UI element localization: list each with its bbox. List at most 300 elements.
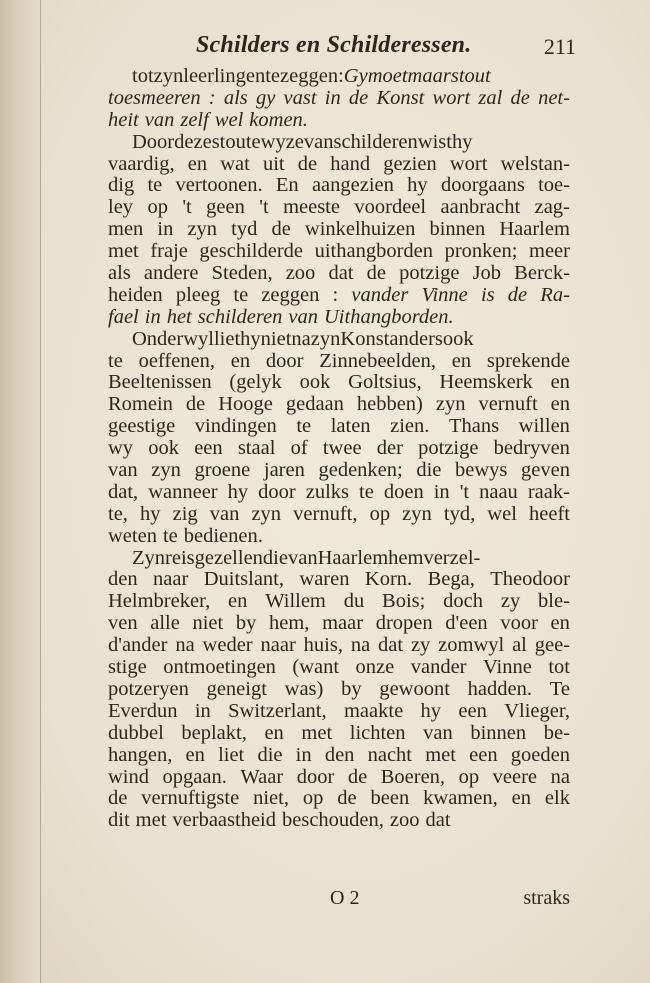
word: na (550, 766, 570, 788)
word: na (175, 635, 195, 657)
word: zomwyl (438, 635, 505, 657)
word: beschouden, (282, 810, 384, 832)
word: te (265, 66, 281, 87)
word: winkelhuizen (304, 219, 416, 241)
word: : (208, 87, 216, 109)
word: raak- (527, 481, 570, 503)
word: (want (292, 657, 340, 679)
word: Konst (376, 87, 425, 109)
word: Berck- (514, 263, 570, 285)
page-header (196, 28, 576, 64)
word: hebben) (356, 394, 423, 416)
word: een (458, 700, 487, 722)
word: potzige (418, 438, 479, 460)
word: hy (140, 503, 161, 525)
word: niet (192, 613, 224, 635)
word: gezien (383, 153, 437, 175)
word: hy (420, 700, 442, 722)
text-line (108, 88, 570, 110)
word: te (233, 284, 249, 306)
word: en (187, 153, 208, 175)
word: hy (407, 175, 428, 197)
word: in (194, 700, 211, 722)
word: hem, (269, 613, 310, 635)
word: te (296, 416, 312, 438)
word: staal (237, 438, 276, 460)
word: de (347, 766, 368, 788)
text-line (108, 679, 570, 701)
word: liet (218, 744, 245, 766)
word: men (108, 219, 144, 241)
word: stoute (211, 131, 261, 153)
word: huis, (303, 635, 343, 657)
word: in (157, 219, 174, 241)
word: Ra- (540, 284, 570, 306)
word: met (108, 241, 139, 263)
word: ook (299, 372, 331, 394)
word: sprekende (486, 350, 570, 372)
word: en (550, 372, 570, 394)
word: een (469, 744, 498, 766)
word: zyn (151, 460, 181, 482)
catchword: straks (523, 887, 570, 909)
text-line (108, 526, 570, 548)
word: en (550, 613, 570, 635)
word: Helmbreker, (108, 591, 211, 613)
text-line (108, 460, 570, 482)
word: ontmoetingen (163, 657, 276, 679)
word: vander (351, 284, 409, 306)
word: tot (548, 657, 570, 679)
word: vander (410, 657, 467, 679)
word: groene (194, 460, 251, 482)
word: zien. (390, 416, 430, 438)
word: reisgezellen (165, 547, 263, 569)
text-line (108, 307, 570, 329)
word: gedaan (285, 394, 344, 416)
word: verzel- (423, 547, 481, 569)
word: maar (407, 66, 451, 87)
word: fael (108, 306, 139, 328)
word: anders (389, 328, 443, 350)
word: Vinne (421, 284, 468, 306)
word: en (451, 350, 472, 372)
word: op (458, 766, 480, 788)
word: Willem (265, 591, 326, 613)
word: de (108, 788, 128, 810)
word: zulks (305, 481, 350, 503)
word: al (512, 635, 527, 657)
word: heit (108, 109, 139, 131)
word: den (108, 569, 138, 591)
text-line (108, 635, 570, 657)
text-line (108, 569, 570, 591)
word: aanbracht (440, 197, 521, 219)
word: toesmeeren (108, 87, 201, 109)
word: d'ander (108, 635, 168, 657)
word: leerlingen (183, 66, 266, 87)
word: Vlieger, (504, 700, 570, 722)
word: 't (182, 197, 192, 219)
word: Bega, (427, 569, 475, 591)
word: zyn (310, 328, 341, 350)
word: andere (143, 263, 199, 285)
word: Steden, (211, 263, 273, 285)
text-line (108, 154, 570, 176)
word: ook (148, 438, 179, 460)
word: vast (283, 87, 317, 109)
word: met (425, 744, 456, 766)
text-line (108, 767, 570, 789)
word: vernuftigste (141, 788, 240, 810)
word: de (507, 284, 528, 306)
word: bedryven (493, 438, 570, 460)
word: dropen (375, 613, 433, 635)
word: dat, (108, 481, 139, 503)
word: zyn (435, 394, 466, 416)
word: na (350, 635, 371, 657)
word: wel (487, 503, 517, 525)
word: zoo (389, 810, 420, 832)
word: potzeryen (108, 678, 189, 700)
word: wind (108, 766, 149, 788)
word: vindingen (194, 416, 277, 438)
word: du (343, 591, 365, 613)
word: toe- (538, 175, 570, 197)
word: in (433, 481, 450, 503)
word: en (185, 744, 205, 766)
word: de (337, 788, 357, 810)
word: die (416, 460, 442, 482)
word: onze (355, 657, 395, 679)
word: gy (255, 87, 276, 109)
word: verbaastheid (172, 810, 276, 832)
word: te, (108, 503, 128, 525)
word: by (235, 613, 257, 635)
word: en (511, 788, 531, 810)
word: door (296, 766, 335, 788)
word: van (108, 460, 138, 482)
word: was) (284, 678, 324, 700)
signature-mark: O 2 (330, 887, 360, 909)
page-number: 211 (543, 34, 576, 59)
word: geven (521, 460, 570, 482)
word: zy (500, 591, 521, 613)
word: gee- (534, 635, 570, 657)
word: van (144, 109, 175, 131)
word: uithangborden (314, 241, 433, 263)
word: fraje (150, 241, 188, 263)
word: bewys (455, 460, 508, 482)
word: beplakt, (181, 722, 247, 744)
word: Korn. (364, 569, 413, 591)
word: den (324, 744, 355, 766)
word: zyn (153, 66, 184, 87)
word: Everdun (108, 700, 178, 722)
word: schilderen (333, 131, 418, 153)
word: weder (202, 635, 253, 657)
word: zoo (285, 263, 316, 285)
word: op (369, 503, 391, 525)
word: te (359, 481, 374, 503)
book-gutter (0, 0, 41, 983)
word: dat (378, 635, 404, 657)
word: van (288, 306, 318, 328)
word: dit (108, 810, 130, 832)
text-line (108, 613, 570, 635)
word: opgaan. (162, 766, 227, 788)
word: binnen (429, 219, 486, 241)
word: Gy (343, 66, 368, 87)
word: komen. (249, 109, 308, 131)
word: Duitslant, (203, 569, 284, 591)
word: voordeel (354, 197, 427, 219)
word: gewoont (379, 678, 450, 700)
word: als (108, 263, 131, 285)
word: ble- (538, 591, 570, 613)
text-line (108, 416, 570, 438)
word: in (324, 87, 341, 109)
word: de (297, 153, 318, 175)
word: hy (227, 481, 249, 503)
word: der (376, 438, 403, 460)
word: dig (108, 175, 135, 197)
word: Haarlem (317, 547, 389, 569)
word: Theodoor (490, 569, 570, 591)
word: naar (153, 569, 189, 591)
word: heeft (529, 503, 570, 525)
word: elk (544, 788, 570, 810)
word: en (228, 591, 248, 613)
word: Konst (340, 328, 390, 350)
word: En (275, 175, 299, 197)
word: dat (425, 810, 451, 832)
word: van (287, 547, 318, 569)
text-line (108, 810, 570, 832)
word: tyd, (443, 503, 476, 525)
word: geen (206, 197, 245, 219)
word: pleeg (175, 284, 221, 306)
word: Vinne (482, 657, 532, 679)
word: zag- (534, 197, 570, 219)
word: door (265, 350, 304, 372)
word: Waar (240, 766, 284, 788)
text-line (108, 482, 570, 504)
word: wat (220, 153, 250, 175)
word: doorgaans (440, 175, 525, 197)
text-line (108, 263, 570, 285)
word: hy (451, 131, 473, 153)
word: op (302, 788, 324, 810)
word: van (423, 722, 453, 744)
word: binnen (470, 722, 527, 744)
word: het (166, 306, 192, 328)
word: wanneer (148, 481, 218, 503)
word: wy (108, 438, 134, 460)
word: be- (543, 722, 570, 744)
word: kwamen, (423, 788, 498, 810)
word: zeggen (261, 284, 320, 306)
word: lichten (349, 722, 406, 744)
text-line (108, 504, 570, 526)
word: vaardig, (108, 153, 175, 175)
word: door (258, 481, 296, 503)
word: meer (529, 241, 570, 263)
word: van (209, 503, 240, 525)
body-text (108, 66, 570, 832)
word: vernuft, (293, 503, 358, 525)
word: te (162, 525, 178, 547)
word: Job (472, 263, 502, 285)
word: de (271, 219, 291, 241)
word: waren (299, 569, 350, 591)
word: laten (330, 416, 371, 438)
word: ook (442, 328, 474, 350)
text-line (108, 175, 570, 197)
word: in (295, 744, 312, 766)
word: 't (459, 481, 470, 503)
word: ley (108, 197, 134, 219)
word: Boeren, (380, 766, 446, 788)
word: Romein (108, 394, 173, 416)
word: zyn (402, 503, 432, 525)
word: stout (450, 66, 491, 87)
text-line (108, 701, 570, 723)
word: (gelyk (229, 372, 282, 394)
word: potzige (399, 263, 460, 285)
word: Hooge (218, 394, 273, 416)
word: pronken; (444, 241, 518, 263)
word: Haarlem (499, 219, 570, 241)
word: zelf (180, 109, 209, 131)
word: Zyn (132, 547, 166, 569)
word: doen (383, 481, 424, 503)
word: hy (240, 328, 261, 350)
word: aangezien (311, 175, 394, 197)
word: liet (213, 328, 241, 350)
word: de (510, 87, 530, 109)
word: veere (492, 766, 538, 788)
word: zig (172, 503, 198, 525)
word: tot (132, 66, 154, 87)
word: de (366, 263, 386, 285)
word: Heemskerk (439, 372, 533, 394)
word: Goltsius, (348, 372, 422, 394)
word: en (230, 350, 251, 372)
word: Bois; (382, 591, 426, 613)
word: Switzerlant, (228, 700, 327, 722)
word: niet (260, 328, 292, 350)
word: bedienen. (183, 525, 263, 547)
word: zyn (187, 219, 218, 241)
word: been (370, 788, 410, 810)
word: die (262, 547, 288, 569)
word: geneigt (206, 678, 267, 700)
text-line (108, 745, 570, 767)
word: Onderwyl (132, 328, 214, 350)
word: de (348, 87, 369, 109)
word: dubbel (108, 722, 164, 744)
word: naar (260, 635, 296, 657)
text-line (108, 591, 570, 613)
text-line (108, 285, 570, 307)
word: moet (367, 66, 408, 87)
word: heiden (108, 284, 163, 306)
text-line (108, 110, 570, 132)
word: net- (538, 87, 570, 109)
word: hangen, (108, 744, 173, 766)
word: doch (443, 591, 484, 613)
word: maakte (343, 700, 404, 722)
word: als (223, 87, 248, 109)
word: is (480, 284, 495, 306)
word: Uithangborden. (324, 306, 454, 328)
word: in (144, 306, 161, 328)
text-line (108, 197, 570, 219)
running-title: Schilders en Schilderessen. (196, 32, 472, 58)
page-footer (108, 887, 570, 911)
word: vernuft (478, 394, 538, 416)
word: : (332, 284, 339, 306)
word: hem (388, 547, 424, 569)
word: wist (417, 131, 452, 153)
word: niet, (253, 788, 289, 810)
word: die (257, 744, 283, 766)
word: na (291, 328, 311, 350)
word: geestige (108, 416, 176, 438)
text-line (108, 657, 570, 679)
word: deze (174, 131, 212, 153)
word: wel (214, 109, 244, 131)
word: of (290, 438, 308, 460)
word: van (303, 131, 334, 153)
word: en (264, 722, 284, 744)
word: Beeltenissen (108, 372, 212, 394)
word: te (108, 350, 123, 372)
word: zyn (251, 503, 282, 525)
word: zy (410, 635, 431, 657)
word: gedenken; (318, 460, 403, 482)
word: Thans (448, 416, 500, 438)
word: geschilderde (199, 241, 304, 263)
word: te (147, 175, 163, 197)
word: uit (262, 153, 285, 175)
text-line (108, 372, 570, 394)
word: : (338, 66, 344, 87)
word: op (147, 197, 168, 219)
word: en (550, 394, 570, 416)
word: oeffenen, (138, 350, 216, 372)
word: de (185, 394, 206, 416)
word: tyd (231, 219, 258, 241)
word: wyze (260, 131, 304, 153)
text-line (108, 351, 570, 373)
text-line (108, 394, 570, 416)
word: wort (449, 153, 488, 175)
word: welstan- (500, 153, 570, 175)
word: nacht (367, 744, 413, 766)
word: naau (479, 481, 518, 503)
word: voor (500, 613, 538, 635)
word: zal (478, 87, 503, 109)
word: willen (518, 416, 570, 438)
word: wort (432, 87, 471, 109)
word: jaren (263, 460, 305, 482)
text-line (108, 66, 570, 88)
word: d'een (445, 613, 488, 635)
text-line (108, 329, 570, 351)
word: twee (322, 438, 362, 460)
